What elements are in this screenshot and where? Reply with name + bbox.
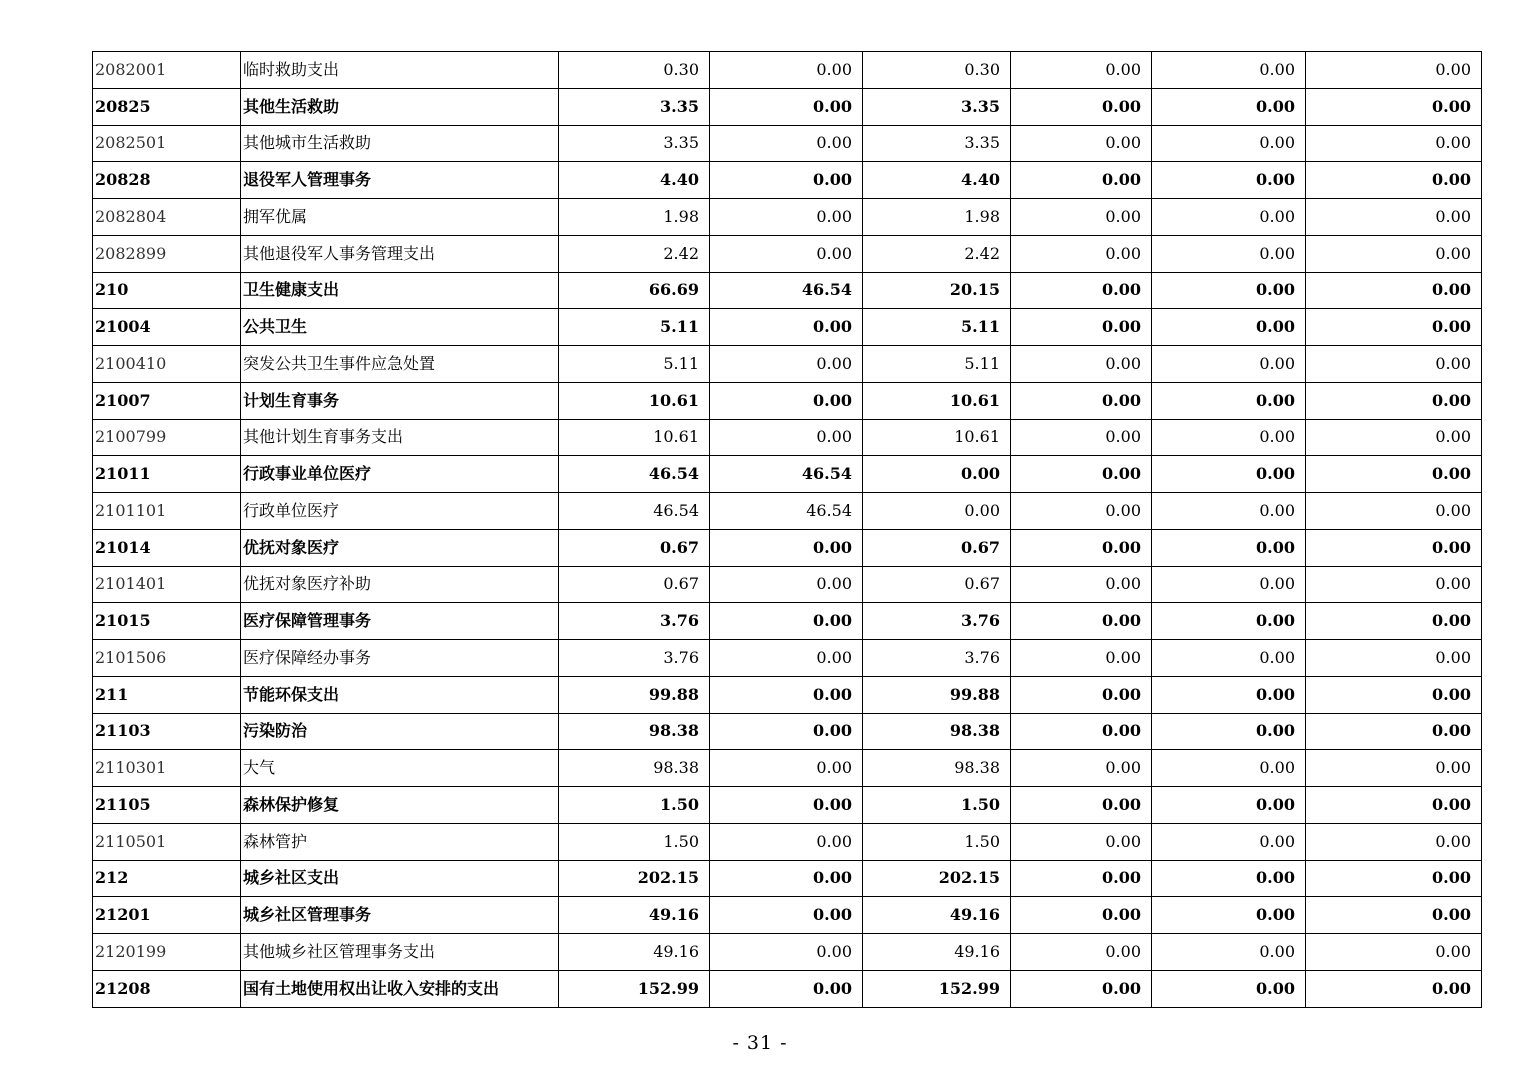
account-name-cell: 森林保护修复 [241,787,559,824]
total-cell: 1.50 [559,787,710,824]
account-name-cell: 城乡社区管理事务 [241,897,559,934]
value-cell-4: 0.00 [1011,640,1152,677]
project-expenditure-cell: 98.38 [863,750,1011,787]
account-code-cell: 2100799 [93,419,241,456]
value-cell-6: 0.00 [1306,272,1482,309]
basic-expenditure-cell: 0.00 [710,162,863,199]
project-expenditure-cell: 10.61 [863,382,1011,419]
table-row [93,713,1482,750]
value-cell-5: 0.00 [1152,676,1306,713]
value-cell-6: 0.00 [1306,235,1482,272]
value-cell-4: 0.00 [1011,750,1152,787]
value-cell-5: 0.00 [1152,603,1306,640]
table-row [93,309,1482,346]
value-cell-5: 0.00 [1152,750,1306,787]
value-cell-6: 0.00 [1306,787,1482,824]
account-name-cell: 节能环保支出 [241,676,559,713]
basic-expenditure-cell: 0.00 [710,529,863,566]
total-cell: 49.16 [559,897,710,934]
project-expenditure-cell: 49.16 [863,934,1011,971]
total-cell: 1.98 [559,199,710,236]
account-code-cell: 21201 [93,897,241,934]
account-code-cell: 212 [93,860,241,897]
basic-expenditure-cell: 0.00 [710,640,863,677]
table-row [93,970,1482,1007]
value-cell-4: 0.00 [1011,603,1152,640]
account-code-cell: 2110501 [93,823,241,860]
basic-expenditure-cell: 0.00 [710,125,863,162]
account-code-cell: 2082501 [93,125,241,162]
account-name-cell: 森林管护 [241,823,559,860]
basic-expenditure-cell: 0.00 [710,750,863,787]
value-cell-5: 0.00 [1152,162,1306,199]
value-cell-5: 0.00 [1152,88,1306,125]
account-code-cell: 21007 [93,382,241,419]
value-cell-5: 0.00 [1152,897,1306,934]
project-expenditure-cell: 0.67 [863,566,1011,603]
value-cell-5: 0.00 [1152,787,1306,824]
account-code-cell: 210 [93,272,241,309]
table-row [93,566,1482,603]
account-name-cell: 大气 [241,750,559,787]
value-cell-4: 0.00 [1011,456,1152,493]
value-cell-5: 0.00 [1152,382,1306,419]
value-cell-4: 0.00 [1011,970,1152,1007]
project-expenditure-cell: 98.38 [863,713,1011,750]
value-cell-6: 0.00 [1306,823,1482,860]
value-cell-5: 0.00 [1152,640,1306,677]
basic-expenditure-cell: 0.00 [710,897,863,934]
project-expenditure-cell: 0.30 [863,52,1011,89]
table-row [93,162,1482,199]
project-expenditure-cell: 152.99 [863,970,1011,1007]
table-row [93,419,1482,456]
project-expenditure-cell: 0.67 [863,529,1011,566]
value-cell-4: 0.00 [1011,88,1152,125]
basic-expenditure-cell: 46.54 [710,456,863,493]
basic-expenditure-cell: 0.00 [710,970,863,1007]
basic-expenditure-cell: 0.00 [710,823,863,860]
value-cell-4: 0.00 [1011,676,1152,713]
project-expenditure-cell: 2.42 [863,235,1011,272]
table-row [93,676,1482,713]
table-row [93,897,1482,934]
value-cell-6: 0.00 [1306,456,1482,493]
value-cell-6: 0.00 [1306,52,1482,89]
account-name-cell: 污染防治 [241,713,559,750]
basic-expenditure-cell: 0.00 [710,787,863,824]
project-expenditure-cell: 5.11 [863,346,1011,383]
account-code-cell: 20828 [93,162,241,199]
value-cell-5: 0.00 [1152,125,1306,162]
value-cell-6: 0.00 [1306,750,1482,787]
value-cell-6: 0.00 [1306,603,1482,640]
basic-expenditure-cell: 46.54 [710,493,863,530]
value-cell-6: 0.00 [1306,382,1482,419]
project-expenditure-cell: 3.76 [863,640,1011,677]
basic-expenditure-cell: 0.00 [710,603,863,640]
value-cell-6: 0.00 [1306,934,1482,971]
value-cell-5: 0.00 [1152,566,1306,603]
project-expenditure-cell: 3.35 [863,125,1011,162]
project-expenditure-cell: 1.50 [863,823,1011,860]
account-name-cell: 城乡社区支出 [241,860,559,897]
value-cell-4: 0.00 [1011,309,1152,346]
account-code-cell: 2101401 [93,566,241,603]
account-name-cell: 其他计划生育事务支出 [241,419,559,456]
account-name-cell: 卫生健康支出 [241,272,559,309]
value-cell-5: 0.00 [1152,309,1306,346]
value-cell-6: 0.00 [1306,493,1482,530]
account-code-cell: 2101506 [93,640,241,677]
value-cell-4: 0.00 [1011,272,1152,309]
value-cell-5: 0.00 [1152,493,1306,530]
value-cell-6: 0.00 [1306,346,1482,383]
value-cell-4: 0.00 [1011,419,1152,456]
value-cell-4: 0.00 [1011,493,1152,530]
table-row [93,934,1482,971]
account-name-cell: 行政单位医疗 [241,493,559,530]
project-expenditure-cell: 3.76 [863,603,1011,640]
project-expenditure-cell: 1.50 [863,787,1011,824]
project-expenditure-cell: 49.16 [863,897,1011,934]
total-cell: 202.15 [559,860,710,897]
table-row [93,493,1482,530]
value-cell-4: 0.00 [1011,823,1152,860]
account-name-cell: 其他生活救助 [241,88,559,125]
value-cell-4: 0.00 [1011,125,1152,162]
value-cell-6: 0.00 [1306,860,1482,897]
account-code-cell: 21011 [93,456,241,493]
table-row [93,235,1482,272]
total-cell: 3.35 [559,88,710,125]
value-cell-5: 0.00 [1152,419,1306,456]
value-cell-4: 0.00 [1011,529,1152,566]
account-code-cell: 21014 [93,529,241,566]
total-cell: 5.11 [559,309,710,346]
value-cell-4: 0.00 [1011,382,1152,419]
basic-expenditure-cell: 0.00 [710,346,863,383]
total-cell: 5.11 [559,346,710,383]
account-code-cell: 2101101 [93,493,241,530]
total-cell: 46.54 [559,493,710,530]
account-name-cell: 医疗保障经办事务 [241,640,559,677]
value-cell-5: 0.00 [1152,235,1306,272]
total-cell: 0.67 [559,529,710,566]
budget-expenditure-table [92,51,1482,1008]
table-row [93,603,1482,640]
value-cell-4: 0.00 [1011,346,1152,383]
table-row [93,640,1482,677]
value-cell-4: 0.00 [1011,860,1152,897]
basic-expenditure-cell: 0.00 [710,419,863,456]
basic-expenditure-cell: 0.00 [710,52,863,89]
table-row [93,860,1482,897]
value-cell-6: 0.00 [1306,199,1482,236]
account-code-cell: 20825 [93,88,241,125]
account-name-cell: 其他城市生活救助 [241,125,559,162]
value-cell-4: 0.00 [1011,52,1152,89]
account-code-cell: 2082001 [93,52,241,89]
value-cell-4: 0.00 [1011,897,1152,934]
account-code-cell: 21004 [93,309,241,346]
value-cell-6: 0.00 [1306,529,1482,566]
account-name-cell: 突发公共卫生事件应急处置 [241,346,559,383]
account-name-cell: 其他退役军人事务管理支出 [241,235,559,272]
account-name-cell: 医疗保障管理事务 [241,603,559,640]
account-code-cell: 2120199 [93,934,241,971]
project-expenditure-cell: 0.00 [863,493,1011,530]
account-code-cell: 211 [93,676,241,713]
account-name-cell: 国有土地使用权出让收入安排的支出 [241,970,559,1007]
table-row [93,750,1482,787]
value-cell-4: 0.00 [1011,162,1152,199]
value-cell-5: 0.00 [1152,860,1306,897]
project-expenditure-cell: 10.61 [863,419,1011,456]
total-cell: 10.61 [559,382,710,419]
value-cell-6: 0.00 [1306,676,1482,713]
basic-expenditure-cell: 0.00 [710,382,863,419]
basic-expenditure-cell: 0.00 [710,934,863,971]
project-expenditure-cell: 0.00 [863,456,1011,493]
account-code-cell: 21208 [93,970,241,1007]
account-name-cell: 计划生育事务 [241,382,559,419]
account-code-cell: 21103 [93,713,241,750]
table-row [93,346,1482,383]
value-cell-6: 0.00 [1306,162,1482,199]
table-row [93,199,1482,236]
basic-expenditure-cell: 0.00 [710,860,863,897]
total-cell: 10.61 [559,419,710,456]
project-expenditure-cell: 20.15 [863,272,1011,309]
table-row [93,88,1482,125]
value-cell-5: 0.00 [1152,713,1306,750]
total-cell: 3.76 [559,603,710,640]
value-cell-6: 0.00 [1306,640,1482,677]
account-name-cell: 行政事业单位医疗 [241,456,559,493]
total-cell: 3.76 [559,640,710,677]
table-row [93,382,1482,419]
project-expenditure-cell: 5.11 [863,309,1011,346]
value-cell-5: 0.00 [1152,823,1306,860]
value-cell-4: 0.00 [1011,787,1152,824]
value-cell-4: 0.00 [1011,934,1152,971]
total-cell: 2.42 [559,235,710,272]
account-name-cell: 公共卫生 [241,309,559,346]
table-row [93,52,1482,89]
account-name-cell: 优抚对象医疗 [241,529,559,566]
value-cell-6: 0.00 [1306,713,1482,750]
value-cell-6: 0.00 [1306,566,1482,603]
table-row [93,823,1482,860]
total-cell: 98.38 [559,750,710,787]
value-cell-5: 0.00 [1152,456,1306,493]
value-cell-5: 0.00 [1152,934,1306,971]
value-cell-6: 0.00 [1306,970,1482,1007]
value-cell-6: 0.00 [1306,125,1482,162]
basic-expenditure-cell: 0.00 [710,88,863,125]
basic-expenditure-cell: 0.00 [710,676,863,713]
total-cell: 49.16 [559,934,710,971]
budget-table-container [92,51,1481,1008]
account-code-cell: 2082804 [93,199,241,236]
value-cell-5: 0.00 [1152,199,1306,236]
total-cell: 66.69 [559,272,710,309]
value-cell-6: 0.00 [1306,309,1482,346]
account-name-cell: 优抚对象医疗补助 [241,566,559,603]
table-row [93,272,1482,309]
basic-expenditure-cell: 0.00 [710,713,863,750]
account-name-cell: 其他城乡社区管理事务支出 [241,934,559,971]
table-body [93,52,1482,1008]
value-cell-6: 0.00 [1306,897,1482,934]
value-cell-4: 0.00 [1011,199,1152,236]
account-code-cell: 21105 [93,787,241,824]
total-cell: 98.38 [559,713,710,750]
total-cell: 152.99 [559,970,710,1007]
account-name-cell: 退役军人管理事务 [241,162,559,199]
basic-expenditure-cell: 0.00 [710,199,863,236]
basic-expenditure-cell: 0.00 [710,566,863,603]
value-cell-6: 0.00 [1306,88,1482,125]
basic-expenditure-cell: 0.00 [710,235,863,272]
value-cell-4: 0.00 [1011,713,1152,750]
account-name-cell: 临时救助支出 [241,52,559,89]
table-row [93,456,1482,493]
value-cell-5: 0.00 [1152,52,1306,89]
value-cell-4: 0.00 [1011,566,1152,603]
account-code-cell: 21015 [93,603,241,640]
project-expenditure-cell: 99.88 [863,676,1011,713]
total-cell: 4.40 [559,162,710,199]
table-row [93,787,1482,824]
account-code-cell: 2082899 [93,235,241,272]
value-cell-4: 0.00 [1011,235,1152,272]
total-cell: 46.54 [559,456,710,493]
project-expenditure-cell: 202.15 [863,860,1011,897]
table-row [93,125,1482,162]
value-cell-5: 0.00 [1152,346,1306,383]
value-cell-5: 0.00 [1152,272,1306,309]
project-expenditure-cell: 1.98 [863,199,1011,236]
total-cell: 99.88 [559,676,710,713]
project-expenditure-cell: 3.35 [863,88,1011,125]
basic-expenditure-cell: 46.54 [710,272,863,309]
total-cell: 3.35 [559,125,710,162]
basic-expenditure-cell: 0.00 [710,309,863,346]
total-cell: 0.67 [559,566,710,603]
value-cell-5: 0.00 [1152,970,1306,1007]
table-row [93,529,1482,566]
total-cell: 1.50 [559,823,710,860]
value-cell-5: 0.00 [1152,529,1306,566]
account-code-cell: 2100410 [93,346,241,383]
account-name-cell: 拥军优属 [241,199,559,236]
total-cell: 0.30 [559,52,710,89]
project-expenditure-cell: 4.40 [863,162,1011,199]
page-number: - 31 - [732,1032,788,1054]
value-cell-6: 0.00 [1306,419,1482,456]
account-code-cell: 2110301 [93,750,241,787]
